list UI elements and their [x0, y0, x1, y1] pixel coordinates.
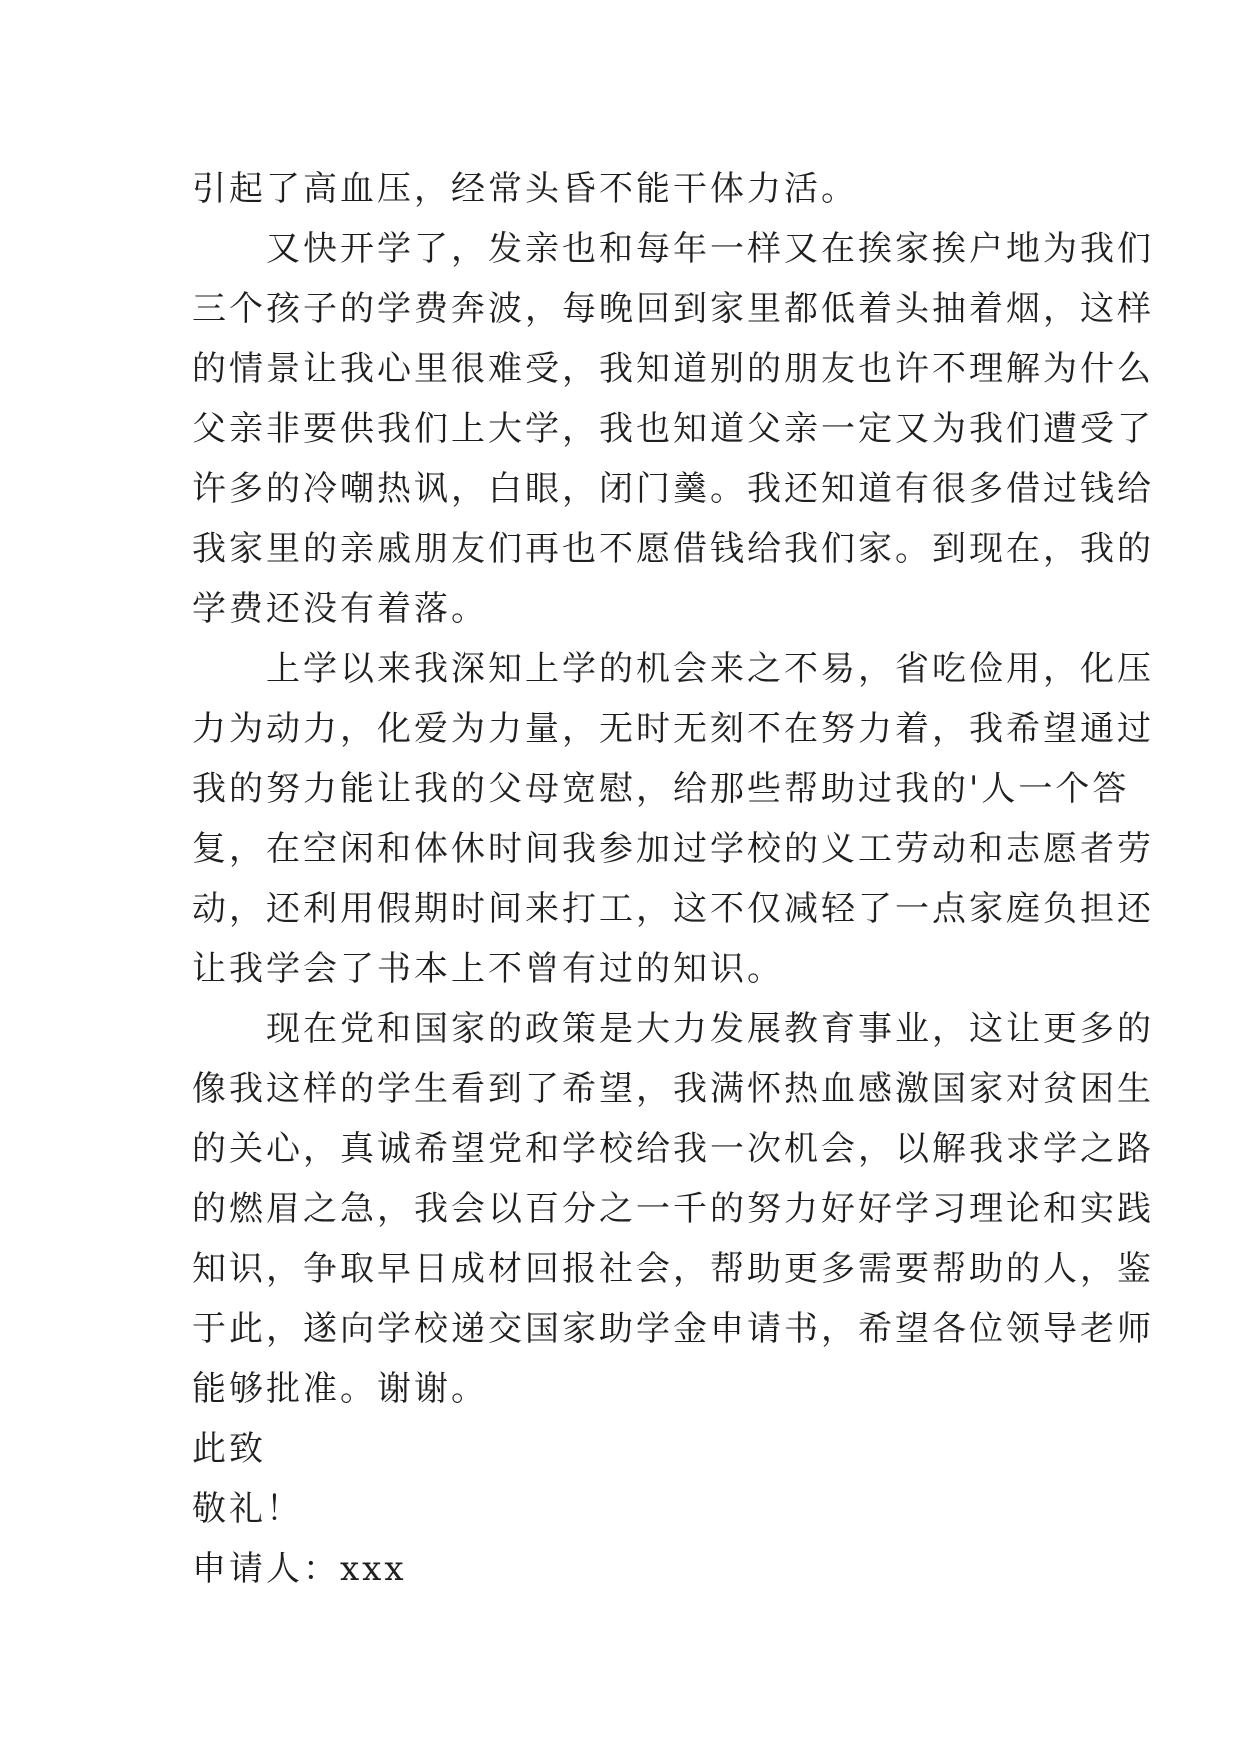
- body-line: 让我学会了书本上不曾有过的知识。: [192, 949, 784, 989]
- body-line: 像我这样的学生看到了希望，我满怀热血感激国家对贫困生: [192, 1069, 1154, 1109]
- body-line: 的关心，真诚希望党和学校给我一次机会，以解我求学之路: [192, 1129, 1154, 1169]
- body-line: 的燃眉之急，我会以百分之一千的努力好好学习理论和实践: [192, 1189, 1154, 1229]
- body-line: 知识，争取早日成材回报社会，帮助更多需要帮助的人，鉴: [192, 1249, 1154, 1289]
- body-line: 力为动力，化爱为力量，无时无刻不在努力着，我希望通过: [192, 709, 1154, 749]
- signature-line: 申请人：xxx: [192, 1549, 407, 1589]
- body-line: 三个孩子的学费奔波，每晚回到家里都低着头抽着烟，这样: [192, 289, 1154, 329]
- body-line: 学费还没有着落。: [192, 589, 488, 629]
- body-line: 父亲非要供我们上大学，我也知道父亲一定又为我们遭受了: [192, 409, 1154, 449]
- body-line: 的情景让我心里很难受，我知道别的朋友也许不理解为什么: [192, 349, 1154, 389]
- body-line: 现在党和国家的政策是大力发展教育事业，这让更多的: [192, 1009, 1154, 1049]
- body-line: 引起了高血压，经常头昏不能干体力活。: [192, 169, 858, 209]
- body-line: 动，还利用假期时间来打工，这不仅减轻了一点家庭负担还: [192, 889, 1154, 929]
- body-line: 复，在空闲和体休时间我参加过学校的义工劳动和志愿者劳: [192, 829, 1154, 869]
- salutation-line-1: 此致: [192, 1429, 266, 1469]
- body-line: 于此，遂向学校递交国家助学金申请书，希望各位领导老师: [192, 1309, 1154, 1349]
- body-line: 又快开学了，发亲也和每年一样又在挨家挨户地为我们: [192, 229, 1154, 269]
- body-line: 我家里的亲戚朋友们再也不愿借钱给我们家。到现在，我的: [192, 529, 1154, 569]
- body-line: 能够批准。谢谢。: [192, 1369, 488, 1409]
- body-line: 上学以来我深知上学的机会来之不易，省吃俭用，化压: [192, 649, 1154, 689]
- salutation-line-2: 敬礼！: [192, 1489, 303, 1529]
- document-body: [192, 159, 1154, 1599]
- closing-section: [192, 1419, 1062, 1599]
- body-line: 我的努力能让我的父母宽慰，给那些帮助过我的'人一个答: [192, 769, 1130, 809]
- body-line: 许多的冷嘲热讽，白眼，闭门羹。我还知道有很多借过钱给: [192, 469, 1154, 509]
